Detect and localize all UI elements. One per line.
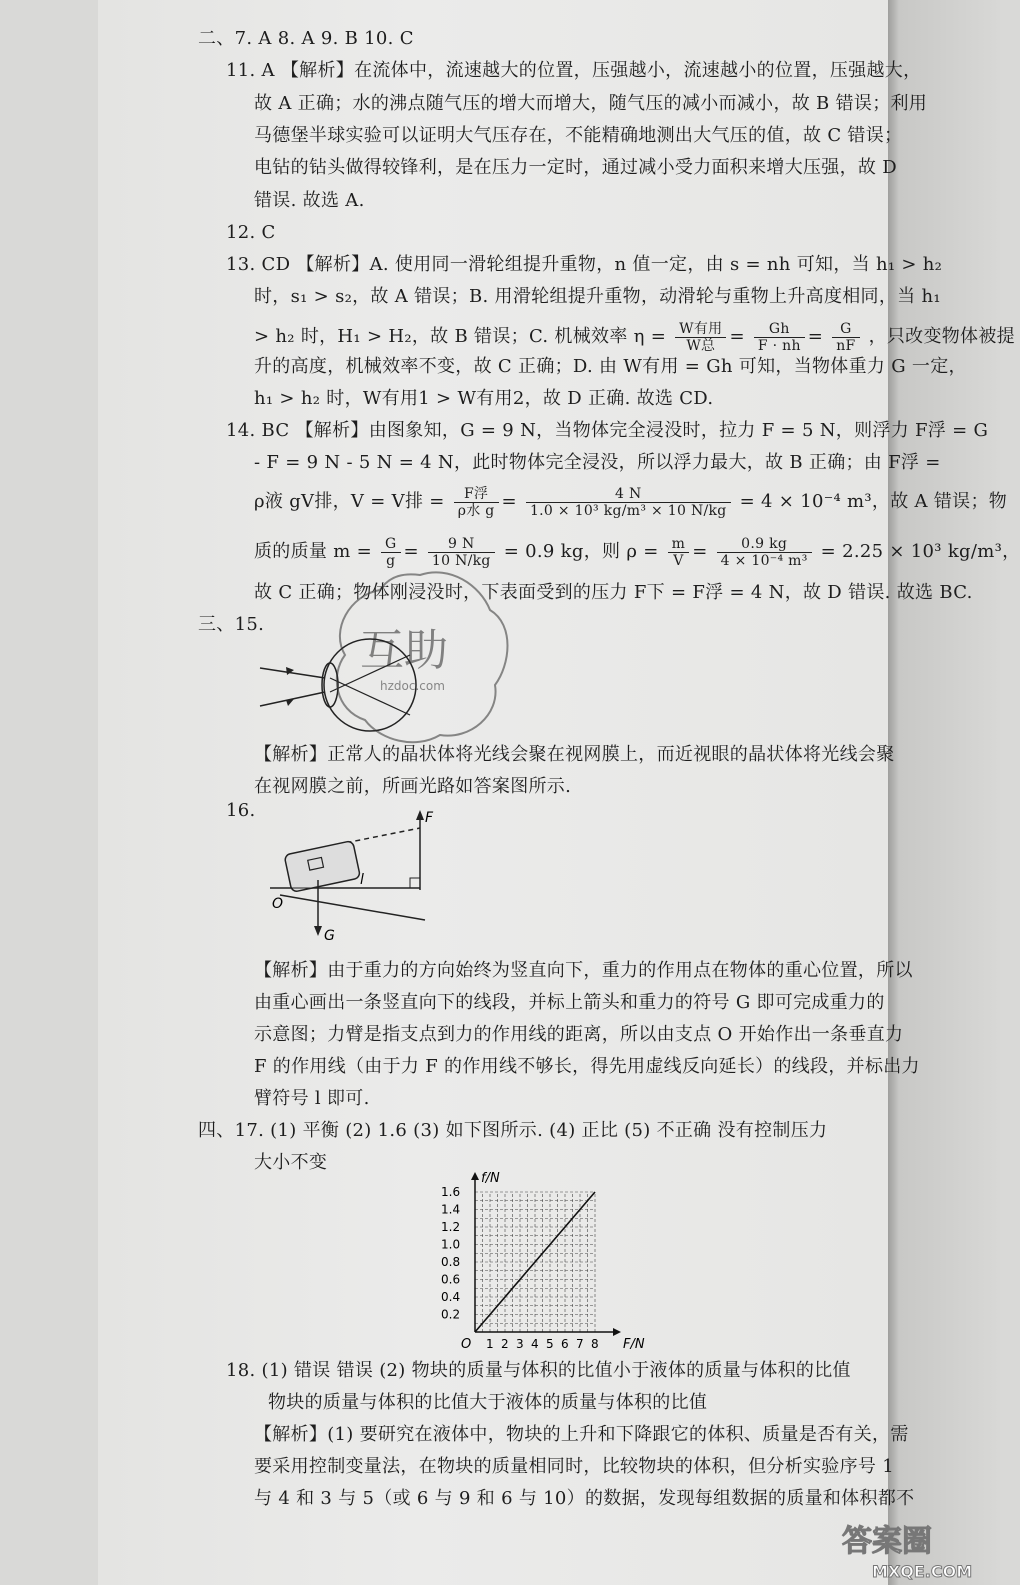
y-tick-label: 0.8: [441, 1255, 461, 1269]
fraction-volume-1: $\frac{\text{F浮}}{\text{ρ水 g}}$: [454, 486, 499, 519]
y-tick-label: 1.0: [441, 1237, 461, 1252]
answer-13-line3: > h₂ 时，H₁ > H₂，故 B 错误；C. 机械效率 η = $\frac{\text{W有用}}{\text{W总}}$ = $\frac{Gh}{F \cdot nh}$ = $\frac{G}{nF}$ ，只改变物体被提: [254, 320, 1015, 354]
answer-18-analysis-line3: 与 4 和 3 与 5（或 6 与 9 和 6 与 10）的数据，发现每组数据的质量和体积都不: [254, 1488, 915, 1509]
x-tick-label: 2: [501, 1337, 509, 1351]
fraction-eta-1: $\frac{\text{W有用}}{\text{W总}}$: [675, 321, 726, 354]
answer-16-label: 16.: [226, 800, 256, 821]
y-axis-label: f/N: [481, 1171, 500, 1186]
answer-14-line5: 故 C 正确；物体刚浸没时，下表面受到的压力 F下 = F浮 = 4 N，故 D 错误. 故选 BC.: [254, 582, 973, 603]
answer-11-line4: 电钻的钻头做得较锋利，是在压力一定时，通过减小受力面积来增大压强，故 D: [254, 157, 897, 178]
answer-14-line4: 质的质量 m = $\frac{G}{g}$ = $\frac{9 N}{10 N/kg}$ = 0.9 kg，则 ρ = $\frac{m}{V}$ = $\frac{0.9 kg}{\text{4 × 10⁻⁴ m³}}$ = 2.25 × 10³ kg/m³，: [254, 535, 1020, 569]
answer-18-line2: 物块的质量与体积的比值大于液体的质量与体积的比值: [268, 1392, 708, 1413]
density-prefix: = 0.9 kg，则 ρ =: [503, 541, 659, 562]
answer-17-line2: 大小不变: [254, 1152, 328, 1173]
y-tick-label: 1.2: [441, 1220, 461, 1234]
y-tick-label: 1.4: [441, 1202, 461, 1217]
answer-16-analysis-line2: 由重心画出一条竖直向下的线段，并标上箭头和重力的符号 G 即可完成重力的: [254, 992, 885, 1013]
answer-11-line2: 故 A 正确；水的沸点随气压的增大而增大，随气压的减小而减小，故 B 错误；利用: [254, 93, 928, 114]
answer-16-analysis-line1: 【解析】由于重力的方向始终为竖直向下，重力的作用点在物体的重心位置，所以: [254, 960, 913, 981]
x-tick-label: 7: [576, 1337, 584, 1351]
eta-prefix: > h₂ 时，H₁ > H₂，故 B 错误；C. 机械效率 η =: [254, 326, 667, 347]
y-tick-label: 0.4: [441, 1290, 461, 1304]
x-tick-label: 5: [546, 1337, 554, 1351]
answer-13-line4: 升的高度，机械效率不变，故 C 正确；D. 由 W有用 = Gh 可知，当物体重力 G 一定，: [254, 356, 967, 377]
volume-prefix: ρ液 gV排，V = V排 =: [254, 491, 445, 512]
answer-14-line1: 14. BC 【解析】由图象知，G = 9 N，当物体完全浸没时，拉力 F = 5 N，则浮力 F浮 = G: [226, 420, 989, 441]
label-G: G: [324, 928, 335, 944]
density-suffix: = 2.25 × 10³ kg/m³，: [820, 541, 1020, 562]
y-tick-label: 0.6: [441, 1272, 461, 1287]
fraction-mass-2: $\frac{9 N}{10 N/kg}$: [428, 536, 495, 569]
answer-12: 12. C: [226, 222, 276, 243]
answer-18-line1: 18. (1) 错误 错误 (2) 物块的质量与体积的比值小于液体的质量与体积的比值: [226, 1360, 851, 1381]
x-tick-label: 6: [561, 1337, 569, 1351]
answer-14-line3: ρ液 gV排，V = V排 = $\frac{\text{F浮}}{\text{ρ水 g}}$ = $\frac{4 N}{\text{1.0 × 10³ kg/m³ × 10 N/kg}}$ = 4 × 10⁻⁴ m³，故 A 错误；物: [254, 485, 1008, 519]
answer-18-analysis-line1: 【解析】(1) 要研究在液体中，物块的上升和下降跟它的体积、质量是否有关，需: [254, 1424, 909, 1445]
x-tick-label: 4: [531, 1337, 539, 1351]
answer-13-line5: h₁ > h₂ 时，W有用1 > W有用2，故 D 正确. 故选 CD.: [254, 388, 714, 409]
answer-16-analysis-line5: 臂符号 l 即可.: [254, 1088, 370, 1109]
stamp-url: hzdoc.com: [380, 679, 445, 693]
label-l: l: [360, 872, 364, 888]
label-F: F: [425, 810, 434, 826]
answer-11-line1: 11. A 【解析】在流体中，流速越大的位置，压强越小，流速越小的位置，压强越大，: [226, 60, 922, 81]
chart-axes: [461, 1171, 645, 1352]
answer-11-line3: 马德堡半球实验可以证明大气压存在，不能精确地测出大气压的值，故 C 错误；: [254, 125, 903, 146]
x-tick-label: 1: [486, 1337, 494, 1351]
fraction-density-1: $\frac{m}{V}$: [668, 536, 690, 569]
answer-13-line2: 时，s₁ > s₂，故 A 错误；B. 用滑轮组提升重物，动滑轮与重物上升高度相同，当 h₁: [254, 286, 941, 307]
answer-15-analysis-line1: 【解析】正常人的晶状体将光线会聚在视网膜上，而近视眼的晶状体将光线会聚: [254, 744, 895, 765]
stamp-logo: [320, 555, 520, 755]
answer-13-line1: 13. CD 【解析】A. 使用同一滑轮组提升重物，n 值一定，由 s = nh 可知，当 h₁ > h₂: [226, 254, 943, 275]
watermark-text: 答案圈: [842, 1524, 932, 1559]
y-axis-arrow: [471, 1172, 479, 1180]
friction-force-chart: [430, 1172, 670, 1352]
answer-16-analysis-line4: F 的作用线（由于力 F 的作用线不够长，得先用虚线反向延长）的线段，并标出力: [254, 1056, 920, 1077]
watermark-url: MXQE.COM: [872, 1562, 973, 1581]
answer-line-7-10: 二、7. A 8. A 9. B 10. C: [198, 28, 414, 49]
mass-prefix: 质的质量 m =: [254, 541, 372, 562]
x-axis-arrow: [613, 1328, 621, 1336]
volume-suffix: = 4 × 10⁻⁴ m³，故 A 错误；物: [739, 491, 1008, 512]
fraction-mass-1: $\frac{G}{g}$: [381, 536, 400, 569]
eta-suffix: ，只改变物体被提: [868, 326, 1015, 347]
label-O: O: [272, 896, 284, 912]
answer-14-line2: - F = 9 N - 5 N = 4 N，此时物体完全浸没，所以浮力最大，故 B 正确；由 F浮 =: [254, 452, 941, 473]
fraction-eta-2: $\frac{Gh}{F \cdot nh}$: [754, 321, 805, 354]
fraction-eta-3: $\frac{G}{nF}$: [832, 321, 859, 354]
answer-18-analysis-line2: 要采用控制变量法，在物块的质量相同时，比较物块的体积，但分析实验序号 1: [254, 1456, 894, 1477]
x-tick-label: 3: [516, 1337, 524, 1351]
y-tick-label: 1.6: [441, 1185, 461, 1199]
lever-force-figure: [260, 800, 460, 950]
answer-15-analysis-line2: 在视网膜之前，所画光路如答案图所示.: [254, 776, 572, 797]
x-tick-label: 8: [591, 1337, 599, 1351]
origin-label: O: [461, 1337, 472, 1352]
stamp-text: 互助: [360, 625, 448, 676]
answer-17-line1: 四、17. (1) 平衡 (2) 1.6 (3) 如下图所示. (4) 正比 (5) 不正确 没有控制压力: [198, 1120, 828, 1141]
page-edge-shadow: [888, 0, 1000, 1585]
y-tick-label: 0.2: [441, 1307, 461, 1322]
answer-16-analysis-line3: 示意图；力臂是指支点到力的作用线的距离，所以由支点 O 开始作出一条垂直力: [254, 1024, 904, 1045]
watermark-logo: [832, 1515, 992, 1585]
fraction-density-2: $\frac{0.9 kg}{\text{4 × 10⁻⁴ m³}}$: [717, 536, 812, 569]
answer-15-label: 三、15.: [198, 614, 265, 635]
fraction-volume-2: $\frac{4 N}{\text{1.0 × 10³ kg/m³ × 10 N/kg}}$: [526, 486, 731, 519]
x-axis-label: F/N: [623, 1337, 645, 1352]
answer-11-line5: 错误. 故选 A.: [254, 190, 365, 211]
